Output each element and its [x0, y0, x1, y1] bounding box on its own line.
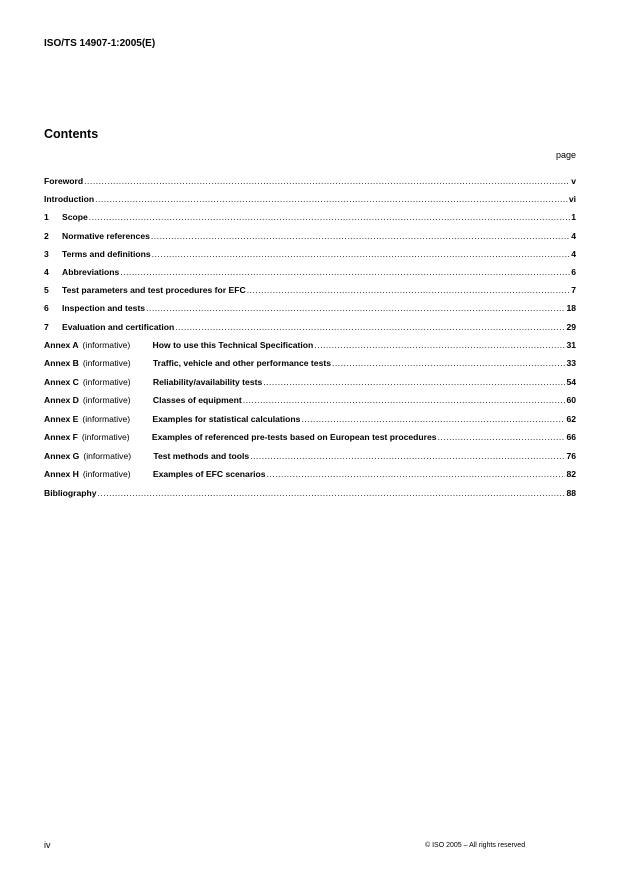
document-id-header: ISO/TS 14907-1:2005(E): [44, 38, 156, 49]
leader-dots: [146, 303, 565, 313]
leader-dots: [247, 285, 571, 295]
annex-id: Annex A: [44, 339, 79, 350]
annex-title: Examples of referenced pre-tests based on European test procedures: [151, 432, 437, 443]
toc-entry-page: 33: [566, 358, 576, 369]
leader-dots: [438, 432, 566, 442]
leader-dots: [151, 231, 570, 241]
toc-entry-label: Evaluation and certification: [62, 321, 175, 332]
toc-entry-page: 6: [571, 266, 576, 277]
toc-entry-label: Terms and definitions: [62, 248, 151, 259]
leader-dots: [314, 340, 565, 350]
leader-dots: [263, 377, 565, 387]
leader-dots: [175, 322, 565, 332]
toc-entry-number: 3: [44, 248, 49, 259]
annex-title: Classes of equipment: [152, 395, 242, 406]
leader-dots: [250, 451, 565, 461]
toc-entry-number: 5: [44, 285, 49, 296]
annex-title: Test methods and tools: [153, 450, 250, 461]
leader-dots: [301, 414, 565, 424]
leader-dots: [120, 267, 570, 277]
toc-entry-page: 54: [566, 376, 576, 387]
table-of-contents: [44, 176, 576, 506]
toc-entry-page: 60: [566, 395, 576, 406]
annex-kind: (informative): [82, 376, 131, 387]
annex-kind: (informative): [82, 395, 131, 406]
toc-entry-number: 4: [44, 266, 49, 277]
toc-entry-page: 4: [571, 230, 576, 241]
toc-entry-number: 6: [44, 303, 49, 314]
leader-dots: [89, 212, 570, 222]
toc-entry-annex-g[interactable]: [44, 451, 576, 470]
annex-id: Annex C: [44, 376, 79, 387]
toc-entry-annex-a[interactable]: [44, 340, 576, 359]
toc-entry-annex-e[interactable]: [44, 414, 576, 433]
footer-page-number: iv: [44, 840, 51, 850]
toc-entry-foreword[interactable]: [44, 176, 576, 194]
annex-title: How to use this Technical Specification: [152, 339, 314, 350]
toc-entry-bibliography[interactable]: [44, 488, 576, 506]
toc-entry-label: Foreword: [44, 176, 84, 186]
toc-entry-page: 7: [571, 285, 576, 296]
annex-kind: (informative): [82, 358, 131, 369]
annex-title: Traffic, vehicle and other performance tests: [152, 358, 331, 369]
annex-kind: (informative): [82, 469, 131, 480]
toc-entry-page: 31: [566, 339, 576, 350]
annex-id: Annex G: [44, 450, 80, 461]
leader-dots: [332, 358, 565, 368]
annex-kind: (informative): [82, 413, 131, 424]
annex-title: Examples of EFC scenarios: [152, 469, 266, 480]
toc-entry-number: 1: [44, 212, 49, 223]
leader-dots: [98, 488, 566, 498]
toc-entry-test-parameters[interactable]: [44, 285, 576, 303]
toc-entry-page: 76: [566, 450, 576, 461]
leader-dots: [152, 249, 571, 259]
toc-entry-page: 1: [571, 212, 576, 223]
toc-entry-page: 66: [566, 432, 576, 443]
toc-entry-label: Test parameters and test procedures for EFC: [62, 285, 246, 296]
annex-id: Annex E: [44, 413, 79, 424]
toc-entry-label: Normative references: [62, 230, 150, 241]
leader-dots: [267, 469, 566, 479]
toc-entry-annex-d[interactable]: [44, 395, 576, 414]
annex-id: Annex B: [44, 358, 79, 369]
toc-entry-page: 29: [566, 321, 576, 332]
toc-entry-page: 88: [566, 487, 576, 498]
toc-entry-abbreviations[interactable]: [44, 267, 576, 285]
toc-entry-evaluation-and-certification[interactable]: [44, 322, 576, 340]
toc-entry-page: v: [571, 176, 576, 186]
leader-dots: [95, 194, 568, 204]
annex-id: Annex H: [44, 469, 79, 480]
annex-title: Examples for statistical calculations: [152, 413, 301, 424]
toc-entry-annex-c[interactable]: [44, 377, 576, 396]
toc-entry-page: vi: [568, 194, 576, 205]
toc-entry-inspection-and-tests[interactable]: [44, 303, 576, 321]
toc-entry-annex-f[interactable]: [44, 432, 576, 451]
toc-entry-label: Abbreviations: [62, 266, 120, 277]
toc-entry-label: Introduction: [44, 194, 95, 205]
toc-entry-terms-and-definitions[interactable]: [44, 249, 576, 267]
toc-entry-label: Inspection and tests: [62, 303, 146, 314]
annex-kind: (informative): [82, 339, 131, 350]
annex-title: Reliability/availability tests: [152, 376, 263, 387]
toc-entry-page: 18: [566, 303, 576, 314]
toc-entry-number: 2: [44, 230, 49, 241]
toc-entry-label: Bibliography: [44, 487, 97, 498]
leader-dots: [84, 176, 570, 186]
annex-kind: (informative): [83, 450, 132, 461]
toc-entry-normative-references[interactable]: [44, 231, 576, 249]
page-column-label: page: [555, 150, 576, 160]
toc-entry-page: 62: [566, 413, 576, 424]
annex-kind: (informative): [81, 432, 130, 443]
toc-entry-scope[interactable]: [44, 212, 576, 230]
page-title: Contents: [44, 127, 99, 141]
toc-entry-introduction[interactable]: [44, 194, 576, 212]
toc-entry-number: 7: [44, 321, 49, 332]
toc-entry-page: 82: [566, 469, 576, 480]
footer-copyright: © ISO 2005 – All rights reserved: [425, 842, 526, 849]
toc-entry-annex-b[interactable]: [44, 358, 576, 377]
annex-id: Annex F: [44, 432, 78, 443]
toc-entry-annex-h[interactable]: [44, 469, 576, 488]
leader-dots: [243, 395, 566, 405]
toc-entry-label: Scope: [62, 212, 88, 223]
annex-id: Annex D: [44, 395, 79, 406]
toc-entry-page: 4: [571, 248, 576, 259]
